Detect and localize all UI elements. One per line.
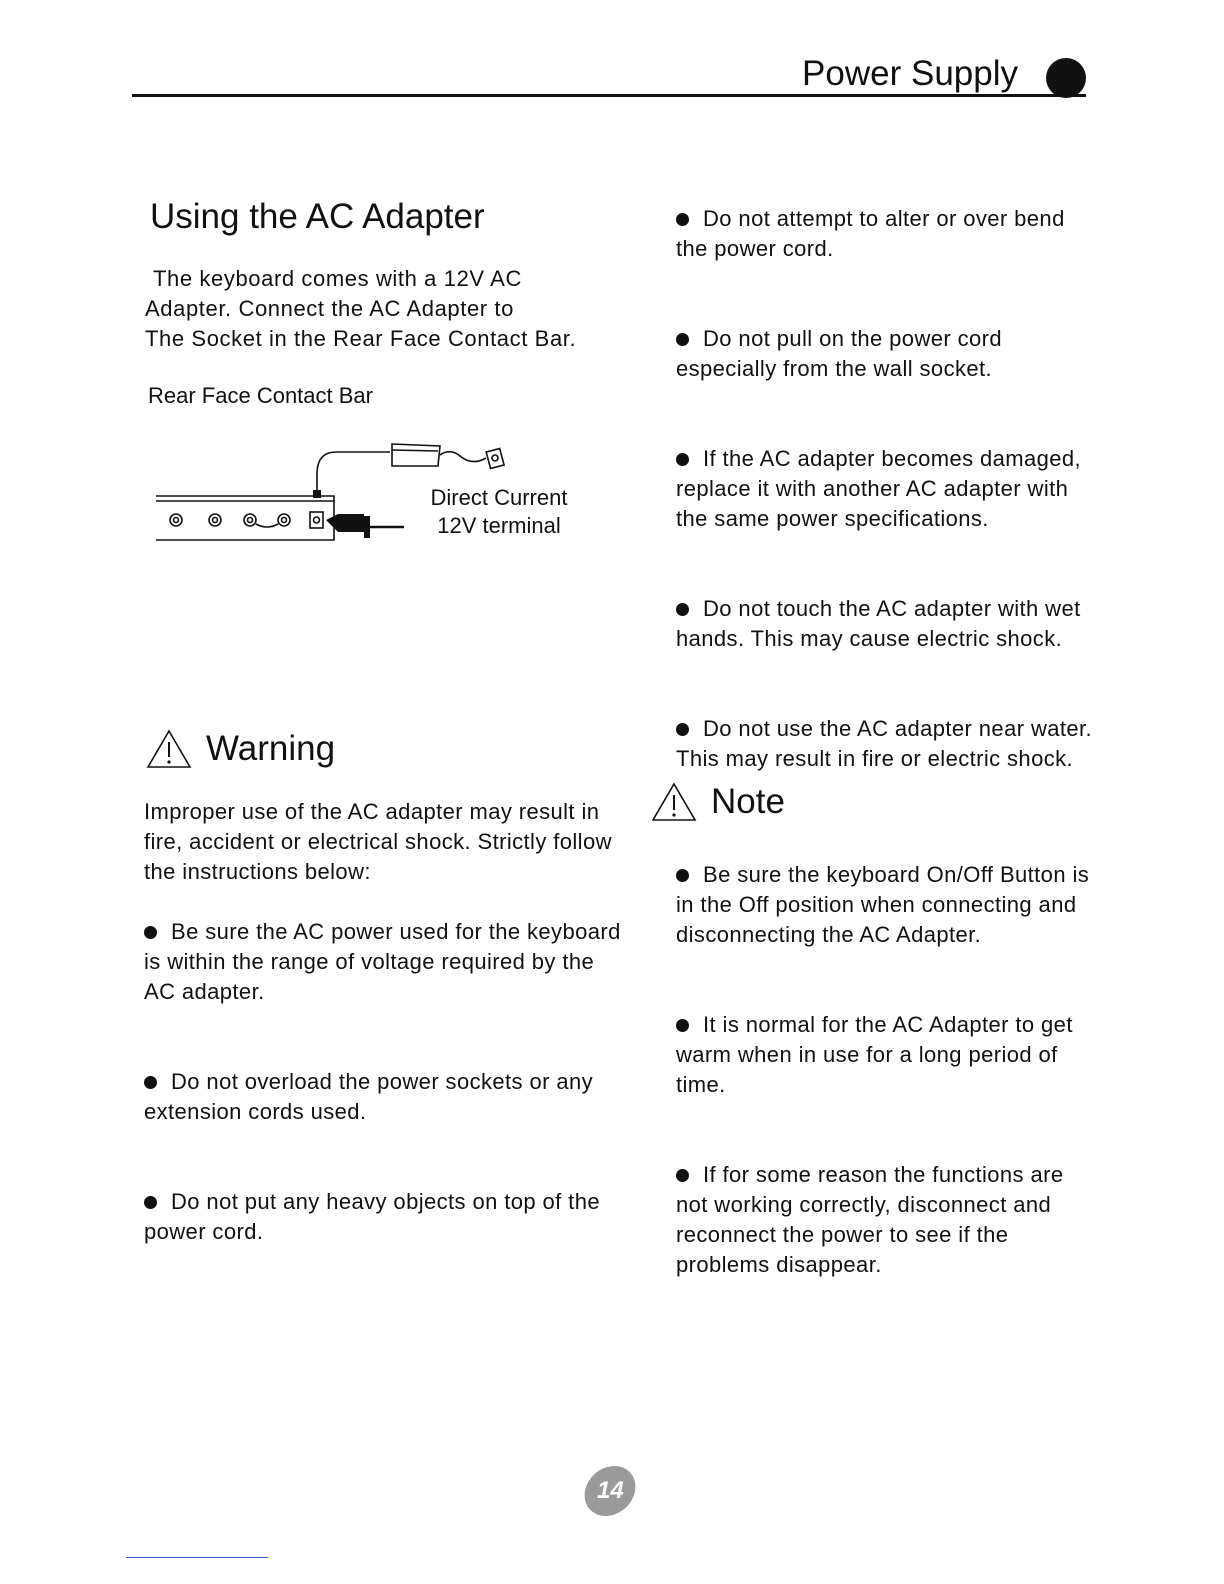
jack-icon [244,514,256,526]
note-item: If for some reason the functions are not working correctly, disconnect and reconnect the power to see if the problems disappear. [676,1160,1096,1280]
dc-label-line: Direct Current [430,485,568,510]
note-heading [651,780,785,824]
intro-paragraph [145,264,625,354]
warning-item: Be sure the AC power used for the keyboard is within the range of voltage required by the AC adapter. [144,917,624,1007]
warning-triangle-icon [146,728,192,770]
section-dot-icon [1046,58,1086,98]
warning-heading [146,727,335,771]
warning-item: Do not put any heavy objects on top of the power cord. [144,1187,624,1247]
warning-triangle-icon [651,781,697,823]
dc-plug-icon [326,514,364,532]
precaution-item: Do not touch the AC adapter with wet hands. This may cause electric shock. [676,594,1096,654]
note-list [676,860,1096,1340]
jack-icon [278,514,290,526]
note-item: Be sure the keyboard On/Off Button is in the Off position when connecting and disconnecting the AC Adapter. [676,860,1096,950]
jack-icon [170,514,182,526]
header-divider [132,94,1086,97]
warning-item: Do not overload the power sockets or any extension cords used. [144,1067,624,1127]
warning-intro: Improper use of the AC adapter may result in fire, accident or electrical shock. Strictly follow the instructions below: [144,799,612,884]
dc-label-line: 12V terminal [437,513,561,538]
note-item: It is normal for the AC Adapter to get warm when in use for a long period of time. [676,1010,1096,1100]
intro-line: The keyboard comes with a 12V AC [153,266,522,291]
precaution-item: Do not attempt to alter or over bend the power cord. [676,204,1096,264]
precaution-list [676,204,1096,834]
footer-underline [126,1557,268,1558]
precaution-item: Do not use the AC adapter near water. This may result in fire or electric shock. [676,714,1096,774]
warning-list [144,917,624,1307]
intro-line: The Socket in the Rear Face Contact Bar. [145,326,577,351]
precaution-item: Do not pull on the power cord especially from the wall socket. [676,324,1096,384]
jack-icon [209,514,221,526]
intro-line: Adapter. Connect the AC Adapter to [145,296,514,321]
dc-terminal-label [418,484,580,540]
note-heading-text: Note [711,782,785,821]
page-number: 14 [596,1477,624,1504]
power-cable [317,452,390,496]
warning-heading-text: Warning [206,729,336,768]
precaution-item: If the AC adapter becomes damaged, replace it with another AC adapter with the same power specifications. [676,444,1096,534]
diagram-caption: Rear Face Contact Bar [148,383,373,408]
page-number-badge [581,1466,640,1516]
wall-plug-icon [486,448,504,468]
page-header-title: Power Supply [802,54,1018,93]
ac-adapter-icon [392,444,440,466]
section-title: Using the AC Adapter [150,197,485,236]
dc-socket-icon [310,512,323,528]
